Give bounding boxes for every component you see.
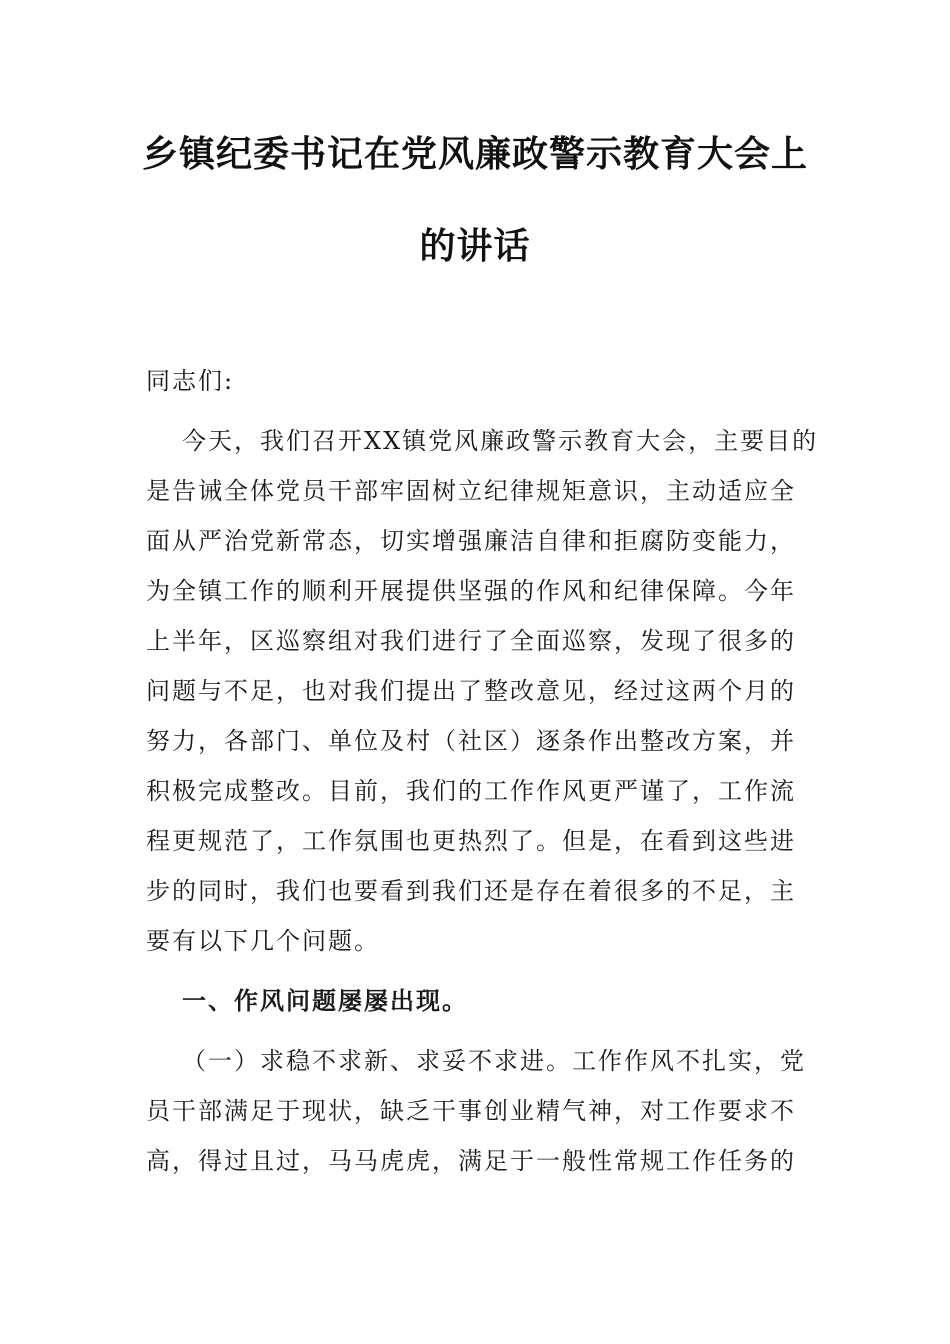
document-title-line-1: 乡镇纪委书记在党风廉政警示教育大会上 bbox=[141, 133, 808, 175]
paragraph-line: 要有以下几个问题。 bbox=[146, 927, 380, 955]
paragraph-line: 努力，各部门、单位及村（社区）逐条作出整改方案，并 bbox=[146, 727, 796, 755]
paragraph-line: 面从严治党新常态，切实增强廉洁自律和拒腐防变能力， bbox=[146, 527, 796, 555]
paragraph-line: 上半年，区巡察组对我们进行了全面巡察，发现了很多的 bbox=[146, 627, 796, 655]
paragraph-line: 积极完成整改。目前，我们的工作作风更严谨了，工作流 bbox=[146, 777, 796, 805]
paragraph-line: 为全镇工作的顺利开展提供坚强的作风和纪律保障。今年 bbox=[146, 577, 796, 605]
section-line: 员干部满足于现状，缺乏干事创业精气神，对工作要求不 bbox=[146, 1097, 796, 1125]
section-heading: 一、作风问题屡屡出现。 bbox=[182, 986, 468, 1015]
paragraph-line: 是告诫全体党员干部牢固树立纪律规矩意识，主动适应全 bbox=[146, 477, 796, 505]
paragraph-line: 步的同时，我们也要看到我们还是存在着很多的不足，主 bbox=[146, 877, 796, 905]
section-line: （一）求稳不求新、求妥不求进。工作作风不扎实，党 bbox=[182, 1047, 806, 1075]
paragraph-line: 程更规范了，工作氛围也更热烈了。但是，在看到这些进 bbox=[146, 827, 796, 855]
greeting: 同志们: bbox=[146, 367, 235, 395]
document-title-line-2: 的讲话 bbox=[419, 225, 531, 267]
section-line: 高，得过且过，马马虎虎，满足于一般性常规工作任务的 bbox=[146, 1147, 796, 1175]
paragraph-line: 问题与不足，也对我们提出了整改意见，经过这两个月的 bbox=[146, 677, 796, 705]
paragraph-line: 今天，我们召开XX镇党风廉政警示教育大会，主要目的 bbox=[182, 427, 819, 455]
